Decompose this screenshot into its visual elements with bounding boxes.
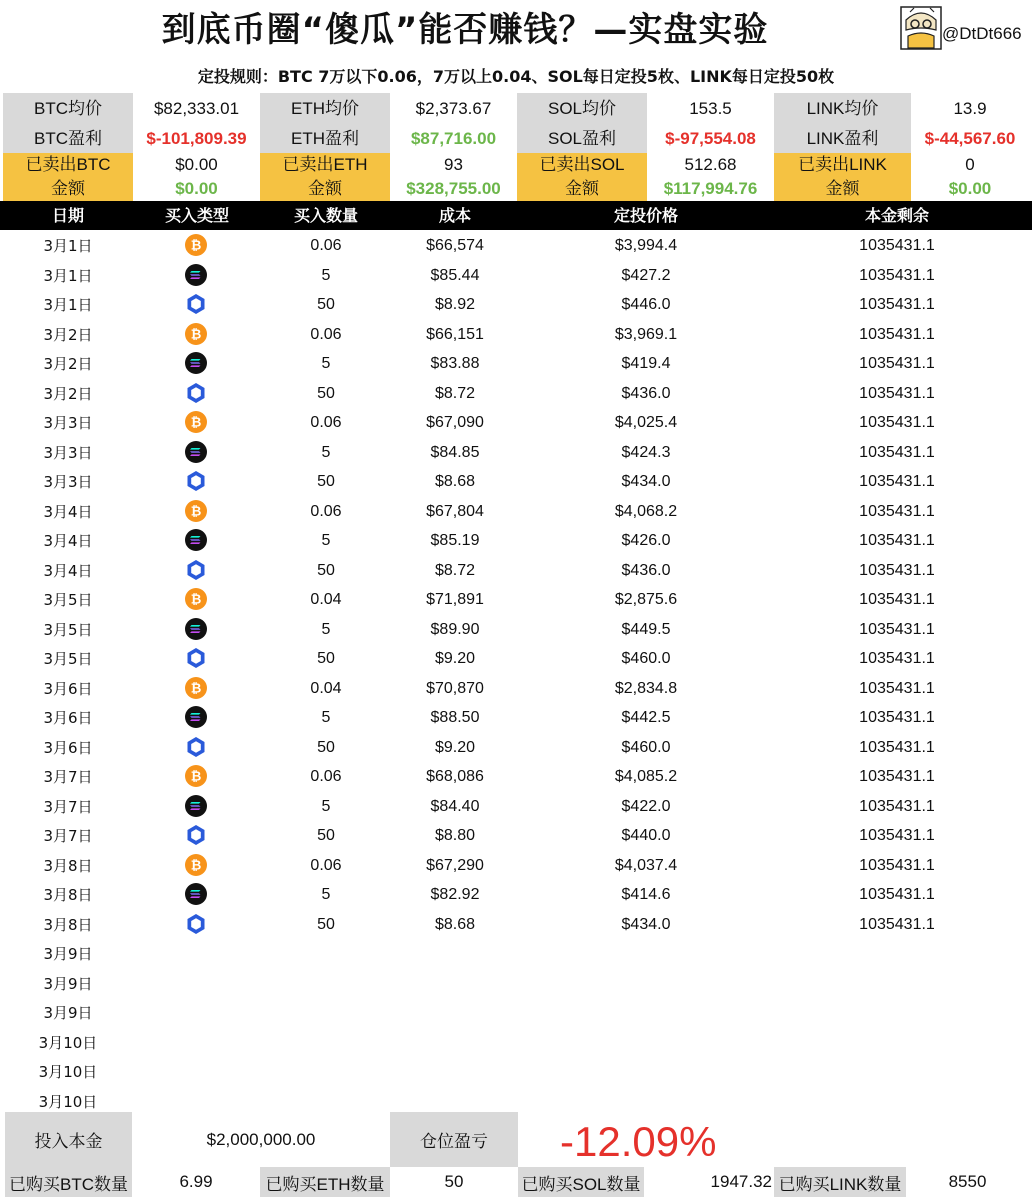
investment-rules: 定投规则：BTC 7万以下0.06，7万以上0.04、SOL每日定投5枚、LINK每日定投50枚 [197, 67, 835, 86]
row-cost: $84.85 [430, 443, 480, 461]
svg-text:₿: ₿ [190, 592, 202, 608]
row-price: $460.0 [621, 650, 671, 667]
link-pl-value: $-44,567.60 [924, 128, 1016, 148]
link-avg-value: 13.9 [953, 98, 987, 118]
column-header-type: 买入类型 [164, 206, 230, 225]
row-remaining: 1035431.1 [859, 886, 935, 903]
row-price: $442.5 [621, 709, 671, 726]
eth-sold-values [390, 153, 517, 201]
author-handle: @DtDt666 [942, 24, 1022, 43]
row-date: 3月8日 [43, 886, 93, 904]
sol-pl-label: SOL盈利 [517, 124, 647, 153]
eth-pl-value: $87,716.00 [410, 128, 497, 148]
row-date: 3月10日 [38, 1033, 98, 1052]
row-price: $4,068.2 [614, 502, 678, 520]
row-cost: $8.92 [434, 296, 476, 313]
sol-qty-value: 1947.32 [710, 1172, 772, 1191]
row-date: 3月7日 [43, 797, 93, 816]
solana-icon [184, 263, 208, 287]
solana-icon [184, 882, 208, 906]
row-date: 3月3日 [43, 443, 93, 462]
avatar [900, 6, 942, 50]
btc-pl-label: BTC盈利 [3, 124, 133, 153]
row-qty: 5 [321, 709, 331, 726]
row-cost: $9.20 [434, 650, 476, 667]
row-remaining: 1035431.1 [859, 591, 935, 608]
row-remaining: 1035431.1 [859, 679, 935, 697]
row-price: $2,875.6 [614, 591, 678, 608]
solana-icon [184, 705, 208, 729]
sol-sold-amount: $117,994.76 [663, 179, 758, 198]
row-date: 3月1日 [43, 266, 93, 285]
svg-text:₿: ₿ [190, 327, 202, 342]
row-date: 3月8日 [43, 856, 93, 875]
row-remaining: 1035431.1 [859, 414, 935, 431]
row-remaining: 1035431.1 [859, 502, 935, 520]
chainlink-icon [184, 469, 208, 493]
row-price: $449.5 [621, 620, 671, 638]
chainlink-icon [184, 558, 208, 582]
sol-pl-value: $-97,554.08 [665, 128, 756, 148]
row-qty: 5 [321, 620, 331, 638]
position-pl-label: 仓位盈亏 [390, 1112, 518, 1167]
row-qty: 5 [321, 443, 331, 461]
row-date: 3月10日 [38, 1092, 98, 1111]
svg-text:₿: ₿ [190, 858, 202, 873]
row-cost: $71,891 [426, 591, 484, 608]
eth-avg-label: ETH均价 [260, 93, 390, 124]
sol-sold-qty: 512.68 [684, 155, 737, 175]
row-price: $4,037.4 [614, 856, 678, 874]
svg-text:₿: ₿ [190, 415, 202, 431]
row-cost: $66,151 [426, 325, 484, 343]
column-header-cost: 成本 [438, 206, 472, 225]
row-price: $3,994.4 [614, 237, 678, 254]
row-qty: 0.04 [310, 591, 342, 608]
row-qty: 50 [317, 561, 335, 579]
row-qty: 50 [317, 296, 335, 313]
row-date: 3月5日 [43, 620, 93, 639]
row-price: $414.6 [621, 886, 671, 903]
bitcoin-icon [184, 764, 208, 788]
row-qty: 0.06 [310, 325, 342, 343]
row-qty: 50 [317, 650, 335, 667]
link-sold-label-line1: 已卖出LINK [798, 155, 887, 175]
row-cost: $67,290 [426, 856, 484, 874]
table-header [0, 201, 1032, 230]
btc-qty-label: 已购买BTC数量 [5, 1167, 132, 1197]
solana-icon [184, 351, 208, 375]
sol-sold-label-line2: 金额 [565, 179, 599, 198]
row-qty: 0.06 [310, 414, 342, 431]
row-date: 3月9日 [43, 974, 93, 993]
btc-sold-label-line1: 已卖出BTC [25, 155, 111, 175]
btc-sold-qty: $0.00 [175, 155, 218, 175]
row-date: 3月6日 [43, 738, 93, 757]
principal-label: 投入本金 [5, 1112, 132, 1167]
row-qty: 0.06 [310, 502, 342, 520]
row-price: $427.2 [621, 266, 671, 284]
row-date: 3月1日 [43, 237, 93, 255]
row-price: $436.0 [621, 561, 671, 579]
row-qty: 5 [321, 886, 331, 903]
row-price: $2,834.8 [614, 679, 678, 697]
sol-avg-value: 153.5 [689, 98, 732, 118]
row-price: $434.0 [621, 915, 671, 933]
row-cost: $84.40 [430, 797, 480, 815]
btc-qty-value: 6.99 [179, 1172, 213, 1191]
eth-pl-label: ETH盈利 [260, 124, 390, 153]
row-remaining: 1035431.1 [859, 384, 935, 402]
row-price: $446.0 [621, 296, 671, 313]
row-remaining: 1035431.1 [859, 473, 935, 490]
row-cost: $9.20 [434, 738, 476, 756]
link-sold-label-line2: 金额 [825, 179, 860, 198]
row-qty: 0.06 [310, 856, 342, 874]
row-cost: $70,870 [426, 679, 484, 697]
sol-qty-label: 已购买SOL数量 [518, 1167, 644, 1197]
sol-sold-label-line1: 已卖出SOL [539, 155, 625, 175]
row-qty: 50 [317, 473, 335, 490]
row-cost: $85.19 [430, 532, 480, 549]
row-remaining: 1035431.1 [859, 768, 935, 785]
row-remaining: 1035431.1 [859, 296, 935, 313]
row-cost: $66,574 [426, 237, 484, 254]
row-remaining: 1035431.1 [859, 915, 935, 933]
row-date: 3月4日 [43, 502, 93, 521]
row-remaining: 1035431.1 [859, 266, 935, 284]
row-cost: $88.50 [430, 709, 480, 726]
link-sold-qty: 0 [965, 155, 975, 175]
eth-sold-label-line2: 金额 [308, 179, 342, 198]
column-header-price: 定投价格 [613, 206, 679, 225]
svg-text:₿: ₿ [190, 681, 202, 696]
bitcoin-icon [184, 322, 208, 346]
row-price: $436.0 [621, 384, 671, 402]
row-remaining: 1035431.1 [859, 856, 935, 874]
row-date: 3月4日 [43, 561, 93, 580]
row-price: $3,969.1 [614, 325, 678, 343]
row-cost: $68,086 [426, 768, 484, 785]
eth-sold-label [260, 153, 390, 201]
eth-qty-label: 已购买ETH数量 [260, 1167, 390, 1197]
column-header-remaining: 本金剩余 [864, 206, 930, 225]
row-date: 3月6日 [43, 679, 93, 698]
row-price: $424.3 [621, 443, 671, 461]
row-price: $460.0 [621, 738, 671, 756]
eth-sold-label-line1: 已卖出ETH [282, 155, 368, 175]
solana-icon [184, 528, 208, 552]
link-sold-amount: $0.00 [948, 179, 992, 198]
row-date: 3月8日 [43, 915, 93, 934]
row-remaining: 1035431.1 [859, 325, 935, 343]
svg-text:₿: ₿ [190, 238, 202, 254]
btc-sold-label-line2: 金额 [51, 179, 85, 198]
principal-value: $2,000,000.00 [206, 1129, 316, 1149]
btc-avg-label: BTC均价 [3, 93, 133, 124]
row-qty: 50 [317, 384, 335, 402]
row-remaining: 1035431.1 [859, 561, 935, 579]
row-date: 3月3日 [43, 414, 93, 432]
row-remaining: 1035431.1 [859, 738, 935, 756]
svg-text:₿: ₿ [190, 769, 202, 785]
solana-icon [184, 617, 208, 641]
column-header-date: 日期 [51, 206, 85, 225]
row-date: 3月9日 [43, 1004, 93, 1022]
row-date: 3月2日 [43, 325, 93, 344]
bitcoin-icon [184, 499, 208, 523]
link-sold-label [774, 153, 911, 201]
row-cost: $8.72 [434, 561, 476, 579]
link-qty-label: 已购买LINK数量 [774, 1167, 906, 1197]
row-cost: $8.80 [434, 827, 476, 844]
row-price: $426.0 [621, 532, 671, 549]
row-qty: 5 [321, 266, 331, 284]
row-cost: $89.90 [430, 620, 480, 638]
sol-sold-label [517, 153, 647, 201]
row-qty: 5 [321, 355, 331, 372]
row-qty: 50 [317, 827, 335, 844]
row-cost: $8.68 [434, 915, 476, 933]
btc-pl-value: $-101,809.39 [146, 128, 247, 148]
row-remaining: 1035431.1 [859, 827, 935, 844]
bitcoin-icon [184, 676, 208, 700]
bitcoin-icon [184, 233, 208, 257]
bitcoin-icon [184, 853, 208, 877]
link-qty-value: 8550 [948, 1172, 987, 1191]
row-qty: 50 [317, 738, 335, 756]
row-remaining: 1035431.1 [859, 443, 935, 461]
bitcoin-icon [184, 410, 208, 434]
chainlink-icon [184, 292, 208, 316]
row-remaining: 1035431.1 [859, 532, 935, 549]
row-date: 3月10日 [38, 1063, 98, 1081]
row-qty: 50 [317, 915, 335, 933]
column-header-qty: 买入数量 [293, 206, 359, 225]
row-remaining: 1035431.1 [859, 709, 935, 726]
chainlink-icon [184, 912, 208, 936]
btc-sold-values [133, 153, 260, 201]
row-date: 3月1日 [43, 296, 93, 314]
row-cost: $85.44 [430, 266, 480, 284]
link-avg-label: LINK均价 [774, 93, 911, 124]
link-sold-values [911, 153, 1029, 201]
row-price: $422.0 [621, 797, 671, 815]
row-cost: $67,090 [426, 414, 484, 431]
row-cost: $82.92 [430, 886, 480, 903]
row-qty: 0.04 [310, 679, 342, 697]
eth-avg-value: $2,373.67 [415, 98, 492, 118]
row-date: 3月7日 [43, 827, 93, 845]
solana-icon [184, 794, 208, 818]
row-date: 3月9日 [43, 945, 93, 963]
row-date: 3月5日 [43, 591, 93, 609]
row-price: $4,085.2 [614, 768, 678, 785]
row-date: 3月2日 [43, 355, 93, 373]
chainlink-icon [184, 646, 208, 670]
btc-avg-value: $82,333.01 [153, 98, 240, 118]
row-price: $419.4 [621, 355, 671, 372]
row-qty: 0.06 [310, 237, 342, 254]
btc-sold-label [3, 153, 133, 201]
chainlink-icon [184, 823, 208, 847]
row-remaining: 1035431.1 [859, 237, 935, 254]
row-price: $4,025.4 [614, 414, 678, 431]
page-title: 到底币圈“傻瓜”能否赚钱？—实盘实验 [161, 10, 769, 50]
svg-text:₿: ₿ [190, 504, 202, 519]
eth-qty-value: 50 [444, 1172, 464, 1191]
row-remaining: 1035431.1 [859, 620, 935, 638]
row-cost: $8.72 [434, 384, 476, 402]
row-date: 3月2日 [43, 384, 93, 403]
row-qty: 5 [321, 797, 331, 815]
position-pl-value: -12.09% [560, 1118, 717, 1165]
row-cost: $83.88 [430, 355, 480, 372]
sol-avg-label: SOL均价 [517, 93, 647, 124]
row-price: $434.0 [621, 473, 671, 490]
row-date: 3月5日 [43, 650, 93, 668]
row-date: 3月7日 [43, 768, 93, 786]
chainlink-icon [184, 735, 208, 759]
btc-sold-amount: $0.00 [175, 179, 218, 198]
row-cost: $67,804 [426, 502, 484, 520]
row-remaining: 1035431.1 [859, 355, 935, 372]
row-qty: 5 [321, 532, 331, 549]
solana-icon [184, 440, 208, 464]
row-remaining: 1035431.1 [859, 650, 935, 667]
chainlink-icon [184, 381, 208, 405]
row-qty: 0.06 [310, 768, 342, 785]
row-date: 3月6日 [43, 709, 93, 727]
sol-sold-values [647, 153, 774, 201]
bitcoin-icon [184, 587, 208, 611]
row-cost: $8.68 [434, 473, 476, 490]
row-remaining: 1035431.1 [859, 797, 935, 815]
row-date: 3月4日 [43, 532, 93, 550]
row-price: $440.0 [621, 827, 671, 844]
link-pl-label: LINK盈利 [774, 124, 911, 153]
eth-sold-amount: $328,755.00 [406, 179, 501, 198]
row-date: 3月3日 [43, 473, 93, 491]
eth-sold-qty: 93 [444, 155, 463, 175]
